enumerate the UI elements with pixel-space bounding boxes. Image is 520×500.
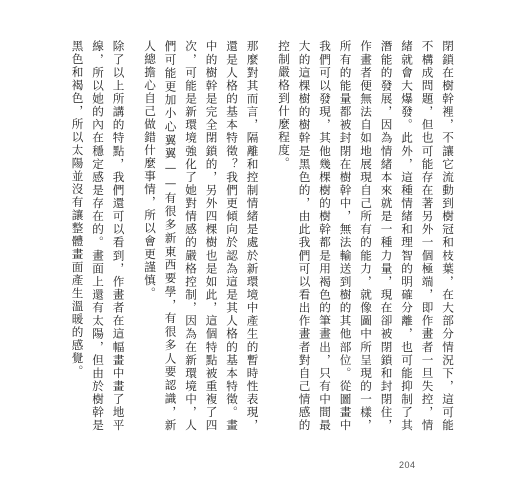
paragraph-2: 那麼對其而言，隔離和控制情緒是處於新環境中產生的暫時性表現，還是人格的基本特徵？我們更傾向於認為這是其人格的基本特徵。畫中的樹幹是完全閉鎖的，另外四棵樹也是如此，這個特點被重複了四次，可能是新環境強化了她對情感的嚴格控制，因為在新環境中，人們可能更加小心翼翼——有很多新東西要學，有很多人要認識，新人總擔心自己做錯什麼事情，所以會更謹慎。 — [143, 40, 260, 432]
page-number: 204 — [399, 460, 416, 470]
body-text — [67, 40, 458, 432]
paragraph-3: 除了以上所講的特點，我們還可以看到，作畫者在這幅畫中畫了地平線，所以她的內在穩定感是存在的。畫面上還有太陽，但由於樹幹是黑色和褐色，所以太陽並沒有讓整體畫面產生溫暖的感覺。 — [70, 40, 126, 432]
paragraph-1: 閉鎖在樹幹裡，不讓它流動到樹冠和枝葉，在大部分情況下，這可能不構成問題，但也可能存在著另外一個極端，即作畫者一旦失控，情緒就會大爆發。此外，這種情緒和理智的明確分離，也可能抑制了其潛能的發展，因為情緒本來就是一種力量，現在卻被閉鎖和封閉住，作畫者便無法自如地展現自己所有的能力，就像圖中所呈現的一樣，所有的能量都被封閉在樹幹中，無法輸送到樹的其他部位。從圖畫中我們可以發現，其他幾棵樹的樹幹都是用褐色的筆畫出，只有中間最大的這棵樹的樹幹是黑色的，由此我們可以看出作畫者對自己情感的控制嚴格到什麼程度。 — [277, 40, 455, 432]
